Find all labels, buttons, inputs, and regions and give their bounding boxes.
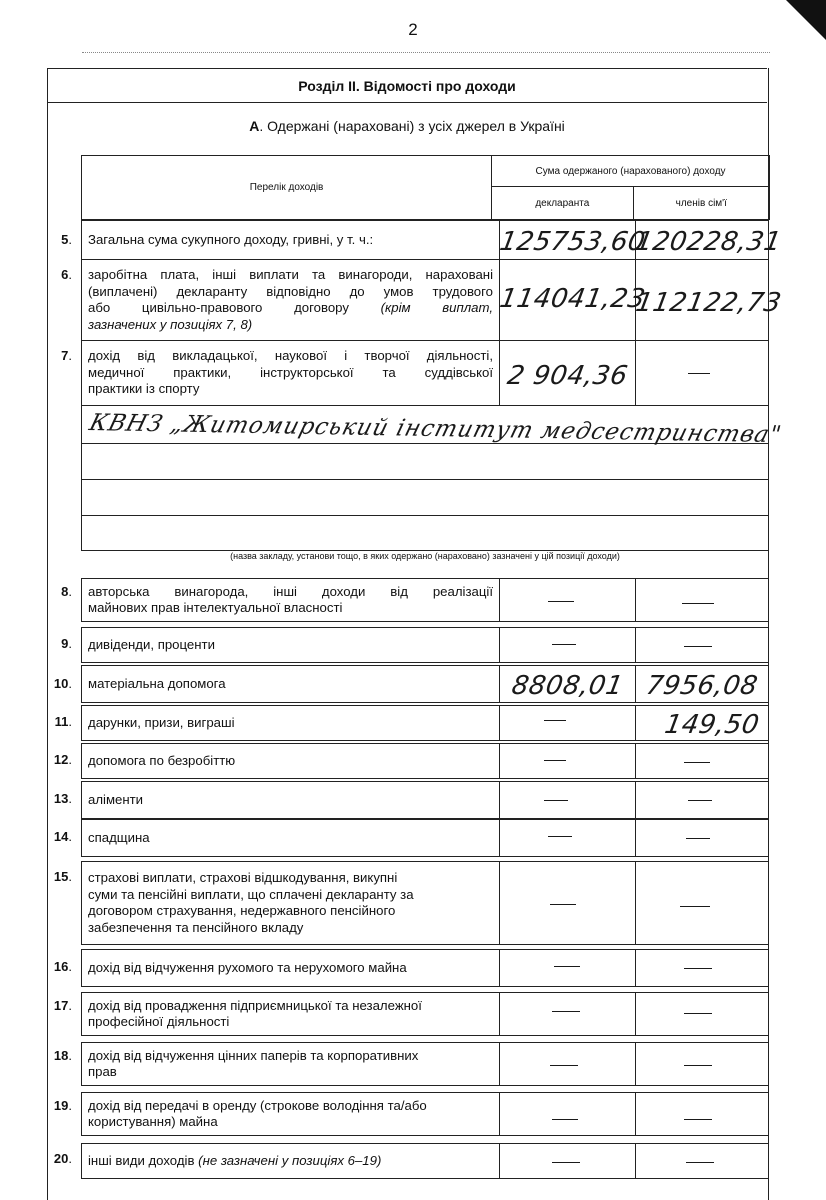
income-row-8 (0, 578, 826, 622)
declarant-amount: 114041,23 (497, 284, 648, 314)
row-description (82, 579, 500, 621)
row-number: 15 . (38, 869, 72, 884)
family-amount (686, 838, 710, 839)
row-description: допомога по безробіттю (82, 744, 500, 778)
header-sum: Сума одержаного (нарахованого) доходу (492, 156, 770, 187)
income-row-18 (0, 1042, 826, 1086)
row-number: 12 . (38, 752, 72, 767)
row-number: 14 . (38, 829, 72, 844)
income-row-19 (0, 1092, 826, 1136)
desc-italic: (крім виплат, (380, 300, 493, 315)
subsection-title (47, 118, 767, 134)
row-number: 16 . (38, 959, 72, 974)
desc-line: суми та пенсійні виплати, що сплачені декларанту за (88, 886, 414, 902)
family-amount (684, 762, 710, 763)
row-description (82, 1043, 500, 1085)
family-amount (684, 968, 712, 969)
desc-line: прав (88, 1064, 117, 1079)
subsection-letter: А (249, 118, 260, 134)
subsection-text: . Одержані (нараховані) з усіх джерел в Україні (259, 118, 565, 134)
income-row-16 (0, 949, 826, 987)
desc-line: професійної діяльності (88, 1014, 230, 1029)
desc-line: договором страхування, недержавного пенсійного (88, 903, 396, 918)
family-amount (682, 603, 714, 604)
row-description: дохід від відчуження рухомого та нерухомого майна (82, 950, 500, 986)
declarant-amount (550, 904, 576, 905)
desc-line: майнових прав інтелектуальної власності (88, 600, 343, 615)
family-amount (688, 800, 712, 801)
declarant-amount (552, 1011, 580, 1012)
declarant-amount (552, 1162, 580, 1163)
row-number: 13 . (38, 791, 72, 806)
row-number: 9 . (38, 636, 72, 651)
table-header (81, 155, 770, 220)
family-amount (684, 1013, 712, 1014)
income-row-15 (0, 861, 826, 945)
row-description (82, 260, 500, 340)
income-row-11 (0, 705, 826, 741)
row-number: 19 . (38, 1098, 72, 1113)
declarant-amount (544, 720, 566, 721)
header-family: членів сім'ї (633, 187, 770, 220)
declarant-amount: 2 904,36 (504, 361, 631, 391)
income-row-13 (0, 781, 826, 819)
row-number: 7 . (38, 348, 72, 363)
institution-caption: (назва закладу, установи тощо, в яких одержано (нараховано) зазначені у цій позиції доходи) (230, 551, 620, 561)
income-row-6 (0, 259, 826, 341)
declarant-amount (544, 760, 566, 761)
row-description (82, 862, 500, 944)
declarant-amount (548, 601, 574, 602)
row-description (82, 993, 500, 1035)
desc-line: авторська винагорода, інші доходи від реалізації (88, 583, 493, 599)
header-income-list: Перелік доходів (82, 156, 492, 220)
family-amount (686, 1162, 714, 1163)
family-amount: 112122,73 (633, 288, 784, 318)
desc-line: дохід від викладацької, наукової і творчої діяльності, (88, 348, 493, 364)
desc-line: дохід від провадження підприємницької та незалежної (88, 997, 422, 1013)
declarant-amount (544, 800, 568, 801)
desc-line: або цивільно-правового договору (88, 300, 349, 315)
declarant-amount: 125753,60 (497, 227, 648, 257)
row-number: 20 . (38, 1151, 72, 1166)
desc-line: дохід від передачі в оренду (строкове володіння та/або (88, 1097, 427, 1113)
income-row-20 (0, 1143, 826, 1179)
declarant-amount (552, 1119, 578, 1120)
row-description (82, 1144, 500, 1178)
header-declarant: декларанта (492, 187, 633, 220)
declarant-amount: 8808,01 (509, 671, 626, 701)
income-row-14 (0, 819, 826, 857)
row-description: Загальна сума сукупного доходу, гривні, у т. ч.: (82, 221, 500, 259)
institution-handwritten: КВНЗ „Житомирський інститут медсестринства" (86, 410, 785, 449)
desc-line: дохід від відчуження цінних паперів та корпоративних (88, 1047, 419, 1063)
income-row-7 (0, 340, 826, 406)
income-row-5 (0, 220, 826, 260)
row-description: спадщина (82, 820, 500, 856)
income-row-10 (0, 665, 826, 703)
row-description: дарунки, призи, виграші (82, 706, 500, 740)
income-row-12 (0, 743, 826, 779)
desc-line: медичної практики, інструкторської та суддівської (88, 364, 493, 380)
row-number: 17 . (38, 998, 72, 1013)
section-title: Розділ ІІ. Відомості про доходи (47, 68, 767, 103)
income-row-9 (0, 627, 826, 663)
row-description: матеріальна допомога (82, 666, 500, 702)
row-number: 5 . (38, 232, 72, 247)
declarant-amount (554, 966, 580, 967)
family-amount: 120228,31 (633, 227, 784, 257)
dotted-rule (82, 52, 770, 53)
row-description (82, 1093, 500, 1135)
desc-line: практики із спорту (88, 381, 200, 397)
desc-line: забезпечення та пенсійного вкладу (88, 919, 304, 935)
family-amount: 149,50 (662, 710, 762, 740)
desc-line: користування) майна (88, 1114, 218, 1129)
row-number: 10 . (38, 676, 72, 691)
desc-italic: (не зазначені у позиціях 6–19) (198, 1152, 382, 1168)
family-amount (684, 1065, 712, 1066)
desc-line: інші види доходів (88, 1152, 195, 1168)
income-row-17 (0, 992, 826, 1036)
desc-line: страхові виплати, страхові відшкодування, викупні (88, 870, 398, 885)
family-amount (680, 906, 710, 907)
desc-line: заробітна плата, інші виплати та винагороди, нараховані (88, 267, 493, 282)
row-description: дивіденди, проценти (82, 628, 500, 662)
row-description: аліменти (82, 782, 500, 818)
family-amount (684, 646, 712, 647)
page-number: 2 (408, 20, 418, 39)
family-amount (688, 373, 710, 374)
declarant-amount (550, 1065, 578, 1066)
row-number: 8 . (38, 584, 72, 599)
row-description (82, 341, 500, 405)
desc-italic: зазначених у позиціях 7, 8) (88, 316, 253, 332)
desc-line: (виплачені) декларанту відповідно до умов трудового (88, 283, 493, 299)
family-amount: 7956,08 (643, 671, 761, 701)
declarant-amount (548, 836, 572, 837)
row-number: 6 . (38, 267, 72, 282)
declarant-amount (552, 644, 576, 645)
family-amount (684, 1119, 712, 1120)
row-number: 11 . (38, 714, 72, 729)
row-number: 18 . (38, 1048, 72, 1063)
